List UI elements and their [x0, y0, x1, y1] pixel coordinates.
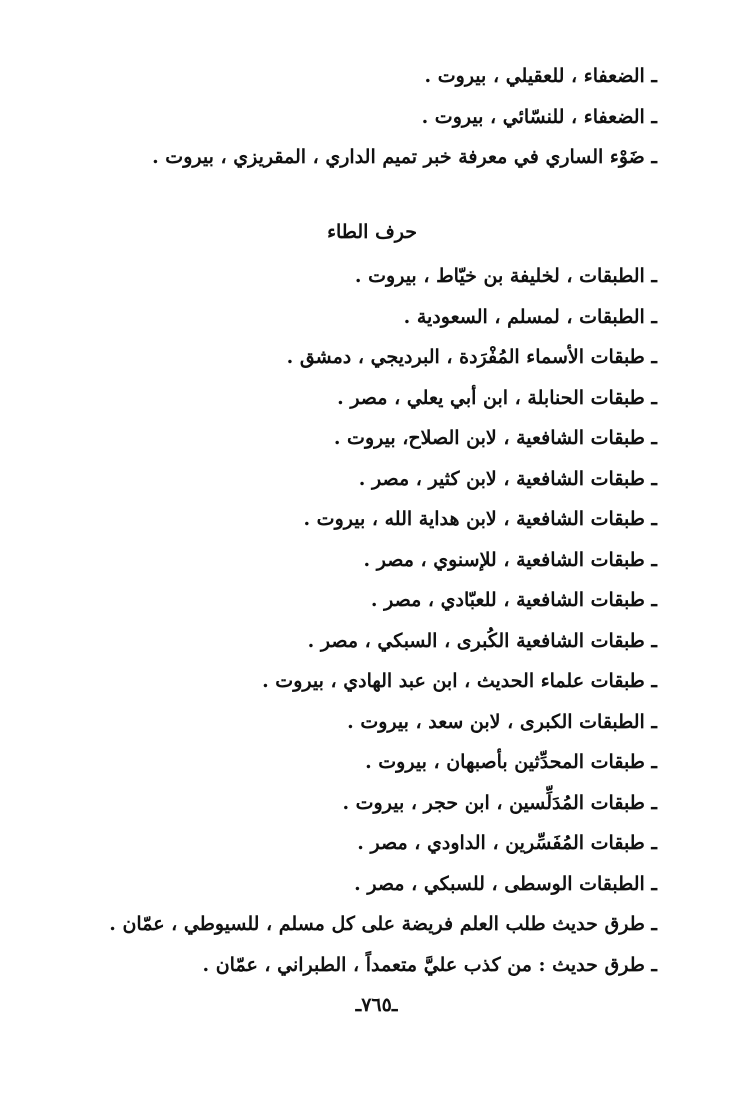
bibliography-entry: ـ طبقات الشافعية ، لابن هداية الله ، بيروت .	[303, 508, 657, 530]
bibliography-entry: ـ طرق حديث : من كذب عليَّ متعمداً ، الطبراني ، عمّان .	[202, 953, 657, 976]
bibliography-entry: ـ الضعفاء ، للنسّائي ، بيروت .	[421, 105, 657, 128]
bibliography-entry: ـ طبقات الشافعية ، لابن كثير ، مصر .	[358, 467, 657, 490]
bibliography-entry: ـ ضَوْء الساري في معرفة خبر تميم الداري ، المقريزي ، بيروت .	[152, 146, 657, 168]
bibliography-entry: ـ طبقات المُفَسِّرين ، الداودي ، مصر .	[357, 832, 657, 854]
bibliography-entry: ـ طبقات المحدِّثين بأصبهان ، بيروت .	[365, 751, 657, 773]
bibliography-entry: ـ طبقات علماء الحديث ، ابن عبد الهادي ، بيروت .	[262, 670, 657, 692]
bibliography-entry: ـ الطبقات ، لخليفة بن خيّاط ، بيروت .	[354, 265, 657, 287]
bibliography-entry: ـ الطبقات الكبرى ، لابن سعد ، بيروت .	[347, 710, 657, 733]
bibliography-entry: ـ طبقات الأسماء المُفْرَدة ، البرديجي ، دمشق .	[286, 346, 657, 368]
bibliography-entry: ـ طبقات الشافعية ، للعبّادي ، مصر .	[370, 589, 657, 611]
bibliography-entry: ـ الطبقات الوسطى ، للسبكي ، مصر .	[354, 872, 657, 895]
bibliography-entry: ـ طبقات الشافعية ، لابن الصلاح، بيروت .	[333, 427, 657, 449]
bibliography-entry: ـ طبقات الشافعية ، للإسنوي ، مصر .	[363, 548, 657, 571]
bibliography-entry: ـ الطبقات ، لمسلم ، السعودية .	[403, 305, 657, 328]
bibliography-list-main	[57, 256, 657, 985]
bibliography-entry: ـ الضعفاء ، للعقيلي ، بيروت .	[424, 65, 657, 87]
bibliography-entry: ـ طبقات الحنابلة ، ابن أبي يعلي ، مصر .	[337, 386, 657, 409]
bibliography-entry: ـ طبقات الشافعية الكُبرى ، السبكي ، مصر .	[307, 629, 657, 652]
bibliography-entry: ـ طرق حديث طلب العلم فريضة على كل مسلم ، للسيوطي ، عمّان .	[109, 913, 657, 935]
bibliography-list-top	[57, 56, 657, 178]
bibliography-entry: ـ طبقات المُدَلِّسين ، ابن حجر ، بيروت .	[342, 791, 657, 814]
page-number: ـ٧٦٥ـ	[355, 994, 398, 1016]
section-heading: حرف الطاء	[327, 221, 417, 243]
